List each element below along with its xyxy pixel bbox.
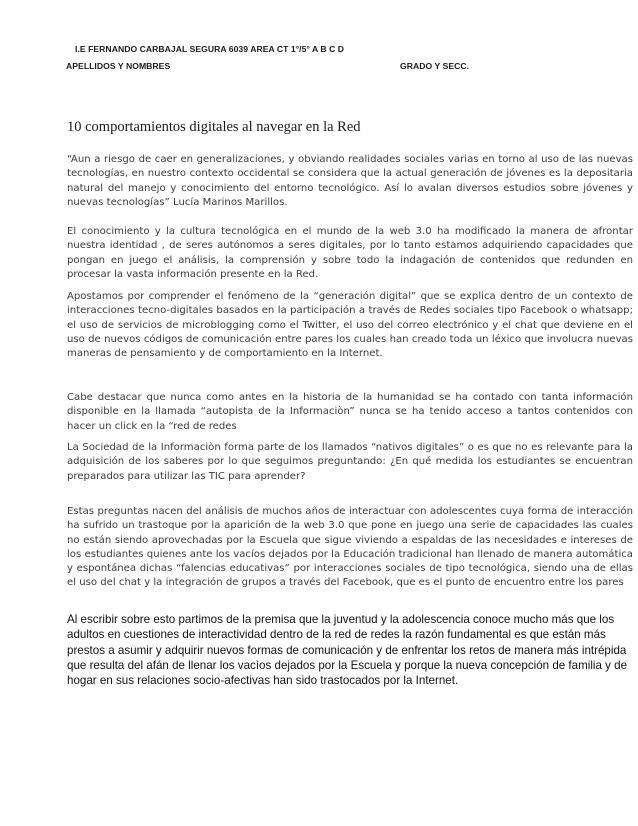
- paragraph-6: Estas preguntas nacen del análisis de muchos años de interactuar con adolescentes cuya forma de interacción ha sufrido un trastoque por la aparición de la web 3.0 que pone en juego una serie de capacidades las cuales no están siendo aprovechadas por la Escuela que sigue viviendo a espaldas de las necesidades e intereses de los estudiantes quienes ante los vacíos dejados por la Educación tradicional han llenado de manera automática y espontánea dichas “falencias educativas” por interacciones sociales de tipo tecnológica, siendo una de ellas el uso del chat y la integración de grupos a través del Facebook, que es el punto de encuentro entre los pares: [67, 506, 633, 589]
- paragraph-5: La Sociedad de la Informaciòn forma parte de los llamados “nativos digitales” o es que no es relevante para la adquisición de los saberes por lo que seguimos preguntando: ¿En qué medida los estudiantes se encuentran preparados para utilizar las TIC para aprender?: [67, 442, 633, 482]
- paragraph-2: El conocimiento y la cultura tecnológica en el mundo de la web 3.0 ha modificado la manera de afrontar nuestra identidad , de seres autónomos a seres digitales, por lo tanto estamos adquiriendo capacidades que pongan en juego el análisis, la comprensión y sobre todo la indagación de contenidos que redunden en procesar la vasta información presente en la Red.: [67, 226, 633, 280]
- paragraph-7: Al escribir sobre esto partimos de la premisa que la juventud y la adolescencia conoce mucho más que los adultos en cuestiones de interactividad dentro de la red de redes la razón fundamental es que están más prestos a asumir y adquirir nuevos formas de comunicación y de enfrentar los retos de manera más intrépida que resulta del afán de llenar los vacìos dejados por la Escuela y porque la nueva concepción de familia y de hogar en sus relaciones socio-afectivas han sido trastocados por la Internet.: [67, 613, 628, 688]
- paragraph-4: Cabe destacar que nunca como antes en la historia de la humanidad se ha contado con tanta información disponible en la llamada “autopista de la Informaciòn” nunca se ha tenido acceso a tantos contenidos con hacer un click en la “red de redes: [67, 392, 633, 432]
- names-label: APELLIDOS Y NOMBRES: [66, 61, 171, 71]
- school-header-line: I.E FERNANDO CARBAJAL SEGURA 6039 AREA CT 1°/5° A B C D: [75, 44, 345, 54]
- grade-section-label: GRADO Y SECC.: [400, 61, 470, 71]
- document-title: 10 comportamientos digitales al navegar en la Red: [67, 119, 361, 135]
- paragraph-3: Apostamos por comprender el fenómeno de la “generación digital” que se explica dentro de un contexto de interacciones tecno-digitales basados en la participación a través de Redes sociales tipo Facebook o whatsapp; el uso de servicios de microblogging como el Twitter, el uso del correo electrónico y el chat que deviene en el uso de nuevos códigos de comunicación entre pares los cuales han creado toda un léxico que involucra nuevas maneras de pensamiento y de comportamiento en la Internet.: [67, 291, 633, 360]
- paragraph-1: “Aun a riesgo de caer en generalizaciones, y obviando realidades sociales varias en torno al uso de las nuevas tecnologías, en nuestro contexto occidental se considera que la actual generación de jóvenes es la depositaria natural del manejo y conocimiento del entorno tecnológico. Así lo avalan diversos estudios sobre jóvenes y nuevas tecnologías” Lucía Marinos Marillos.: [67, 154, 633, 208]
